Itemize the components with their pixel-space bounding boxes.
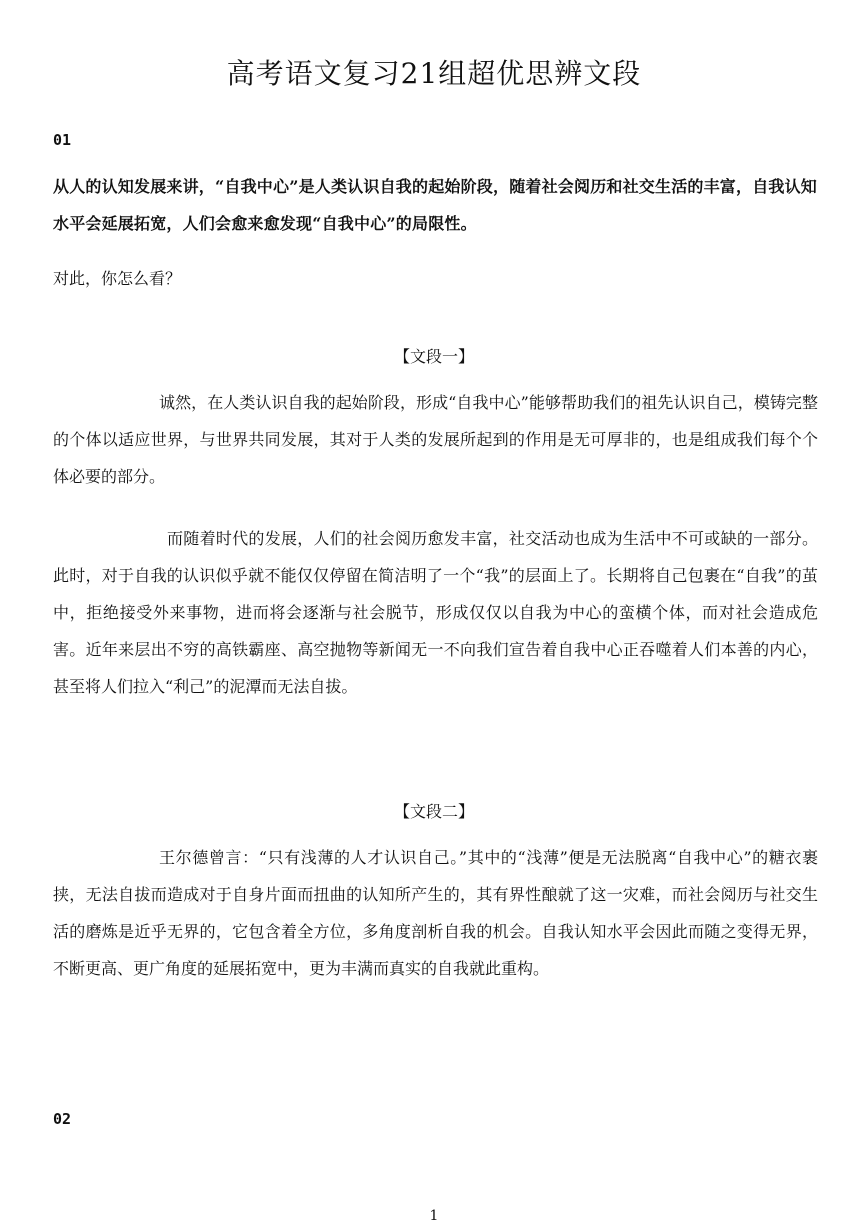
section-number-01: 01 [53, 131, 72, 149]
essay-prompt: 从人的认知发展来讲，“自我中心”是人类认识自我的起始阶段，随着社会阅历和社交生活的丰富，自我认知水平会延展拓宽，人们会愈来愈发现“自我中心”的局限性。 [53, 177, 818, 233]
paragraph-1-text-1: 诚然，在人类认识自我的起始阶段，形成“自我中心”能够帮助我们的祖先认识自己，模铸完整的个体以适应世界，与世界共同发展，其对于人类的发展所起到的作用是无可厚非的，也是组成我们每个个体必要的部分。 [53, 393, 818, 486]
page-number: 1 [429, 1208, 439, 1224]
paragraph-heading-1: 【文段一】 [393, 347, 474, 366]
section-number-02: 02 [53, 1110, 72, 1128]
paragraph-2-text-1: 王尔德曾言：“只有浅薄的人才认识自己。”其中的“浅薄”便是无法脱离“自我中心”的糖衣裹挟，无法自拔而造成对于自身片面而扭曲的认知所产生的，其有界性酿就了这一灾难，而社会阅历与社交生活的磨炼是近乎无界的，它包含着全方位，多角度剖析自我的机会。自我认知水平会因此而随之变得无界，不断更高、更广角度的延展拓宽中，更为丰满而真实的自我就此重构。 [53, 848, 818, 978]
essay-question: 对此，你怎么看？ [53, 269, 182, 288]
paragraph-1-text-2: 而随着时代的发展，人们的社会阅历愈发丰富，社交活动也成为生活中不可或缺的一部分。此时，对于自我的认识似乎就不能仅仅停留在简洁明了一个“我”的层面上了。长期将自己包裹在“自我”的茧中，拒绝接受外来事物，进而将会逐渐与社会脱节，形成仅仅以自我为中心的蛮横个体，而对社会造成危害。近年来层出不穷的高铁霸座、高空抛物等新闻无一不向我们宣告着自我中心正吞噬着人们本善的内心，甚至将人们拉入“利己”的泥潭而无法自拔。 [53, 529, 818, 696]
paragraph-heading-2: 【文段二】 [393, 802, 474, 821]
page-title: 高考语文复习21组超优思辨文段 [226, 57, 642, 90]
